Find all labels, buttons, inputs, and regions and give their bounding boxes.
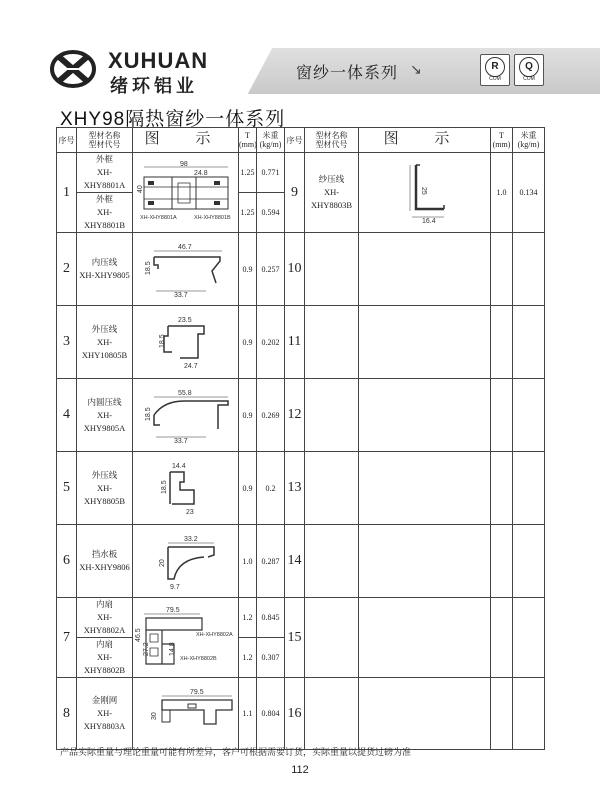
profile-drawing <box>133 452 239 525</box>
row-number: 9 <box>285 153 305 233</box>
col-name-header: 型材名称 型材代号 <box>77 128 133 153</box>
weight: 0.2 <box>257 452 285 525</box>
svg-text:23.5: 23.5 <box>177 317 192 324</box>
svg-text:40: 40 <box>136 184 144 193</box>
thickness: 0.9 <box>239 233 257 306</box>
svg-text:79.5: 79.5 <box>189 688 204 696</box>
weight: 0.287 <box>257 525 285 598</box>
row-number: 10 <box>285 233 305 306</box>
svg-text:XH-XHY8801B: XH-XHY8801B <box>193 214 231 221</box>
weight: 0.771 <box>257 153 285 193</box>
arrow-icon: ↘ <box>410 61 422 77</box>
svg-text:18.5: 18.5 <box>160 480 168 494</box>
svg-text:24.8: 24.8 <box>193 169 208 177</box>
profile-catalog-table <box>56 127 545 750</box>
empty-cell <box>359 379 491 452</box>
svg-text:55.8: 55.8 <box>177 390 192 397</box>
svg-text:33.7: 33.7 <box>173 438 188 445</box>
thickness: 0.9 <box>239 452 257 525</box>
col-no-header-right: 序号 <box>285 128 305 153</box>
svg-text:XH-XHY8801A: XH-XHY8801A <box>139 214 177 221</box>
logo-text-cn: 绪环铝业 <box>110 76 198 96</box>
profile-name: 挡水板 XH-XHY9806 <box>77 525 133 598</box>
col-no-header: 序号 <box>57 128 77 153</box>
svg-text:18.5: 18.5 <box>158 334 166 348</box>
table-header-row <box>57 128 545 153</box>
thickness: 1.2 <box>239 598 257 638</box>
profile-drawing <box>133 525 239 598</box>
empty-cell <box>491 452 513 525</box>
svg-text:XH-XHY8802B: XH-XHY8802B <box>179 655 217 662</box>
svg-text:18.5: 18.5 <box>144 407 152 421</box>
table-row <box>57 233 545 306</box>
svg-text:33.7: 33.7 <box>173 292 188 299</box>
svg-text:23: 23 <box>185 509 194 516</box>
profile-name: 内扇 XH-XHY8802A <box>77 598 133 638</box>
empty-cell <box>305 678 359 750</box>
profile-drawing <box>133 153 239 233</box>
weight: 0.269 <box>257 379 285 452</box>
col-name-header-right: 型材名称 型材代号 <box>305 128 359 153</box>
row-number: 1 <box>57 153 77 233</box>
thickness: 1.0 <box>239 525 257 598</box>
row-number: 11 <box>285 306 305 379</box>
svg-text:27.2: 27.2 <box>142 641 150 656</box>
empty-cell <box>359 525 491 598</box>
empty-cell <box>491 306 513 379</box>
cert-badge-r: R COM <box>480 54 510 86</box>
col-t-header-right: T (mm) <box>491 128 513 153</box>
profile-name: 外框 XH-XHY8801B <box>77 193 133 233</box>
profile-name: 内压线 XH-XHY9805 <box>77 233 133 306</box>
row-number: 7 <box>57 598 77 678</box>
svg-text:30: 30 <box>150 711 158 720</box>
weight: 0.257 <box>257 233 285 306</box>
col-t-header: T (mm) <box>239 128 257 153</box>
weight: 0.845 <box>257 598 285 638</box>
profile-name: 内扇 XH-XHY8802B <box>77 638 133 678</box>
table-row <box>57 678 545 750</box>
logo-text-en: XUHUAN <box>108 48 209 73</box>
weight: 0.134 <box>513 153 545 233</box>
table-row <box>57 452 545 525</box>
row-number: 8 <box>57 678 77 750</box>
profile-name: 外压线 XH-XHY10805B <box>77 306 133 379</box>
empty-cell <box>491 379 513 452</box>
table-row <box>57 525 545 598</box>
profile-name: 金刚网 XH-XHY8803A <box>77 678 133 750</box>
thickness: 0.9 <box>239 379 257 452</box>
col-figure-header: 图 示 <box>133 128 239 153</box>
svg-text:16.4: 16.4 <box>421 217 436 225</box>
row-number: 15 <box>285 598 305 678</box>
weight: 0.594 <box>257 193 285 233</box>
profile-drawing <box>133 379 239 452</box>
profile-drawing <box>133 306 239 379</box>
thickness: 1.1 <box>239 678 257 750</box>
svg-text:25: 25 <box>419 186 427 195</box>
profile-name: 外框 XH-XHY8801A <box>77 153 133 193</box>
empty-cell <box>359 233 491 306</box>
profile-name: 外压线 XH-XHY8805B <box>77 452 133 525</box>
profile-drawing <box>359 153 491 233</box>
thickness: 1.25 <box>239 153 257 193</box>
empty-cell <box>305 306 359 379</box>
svg-text:XH-XHY8802A: XH-XHY8802A <box>195 631 233 638</box>
row-number: 4 <box>57 379 77 452</box>
thickness: 1.0 <box>491 153 513 233</box>
page-title: XHY98隔热窗纱一体系列 <box>60 109 286 130</box>
row-number: 6 <box>57 525 77 598</box>
empty-cell <box>513 233 545 306</box>
series-title: 窗纱一体系列 <box>296 65 399 82</box>
row-number: 2 <box>57 233 77 306</box>
profile-drawing <box>133 678 239 750</box>
empty-cell <box>305 598 359 678</box>
weight: 0.804 <box>257 678 285 750</box>
weight: 0.202 <box>257 306 285 379</box>
empty-cell <box>491 233 513 306</box>
row-number: 5 <box>57 452 77 525</box>
weight: 0.307 <box>257 638 285 678</box>
empty-cell <box>513 306 545 379</box>
page-header <box>0 36 600 108</box>
svg-text:33.2: 33.2 <box>183 536 198 543</box>
svg-text:14.4: 14.4 <box>171 463 186 470</box>
profile-name: 纱压线 XH-XHY8803B <box>305 153 359 233</box>
profile-name: 内圆压线 XH-XHY9805A <box>77 379 133 452</box>
empty-cell <box>305 525 359 598</box>
col-figure-header-right: 图 示 <box>359 128 491 153</box>
svg-text:24.7: 24.7 <box>183 363 198 370</box>
empty-cell <box>491 678 513 750</box>
thickness: 1.25 <box>239 193 257 233</box>
empty-cell <box>513 678 545 750</box>
empty-cell <box>513 598 545 678</box>
profile-drawing <box>133 233 239 306</box>
empty-cell <box>491 525 513 598</box>
svg-text:18.5: 18.5 <box>144 261 152 275</box>
svg-text:9.7: 9.7 <box>169 584 180 591</box>
thickness: 0.9 <box>239 306 257 379</box>
col-weight-header-right: 米重 (kg/m) <box>513 128 545 153</box>
table-row <box>57 379 545 452</box>
empty-cell <box>305 379 359 452</box>
empty-cell <box>359 678 491 750</box>
cert-badge-q: Q COM <box>514 54 544 86</box>
thickness: 1.2 <box>239 638 257 678</box>
empty-cell <box>305 452 359 525</box>
row-number: 12 <box>285 379 305 452</box>
row-number: 13 <box>285 452 305 525</box>
empty-cell <box>513 452 545 525</box>
row-number: 3 <box>57 306 77 379</box>
empty-cell <box>491 598 513 678</box>
table-row <box>57 153 545 193</box>
empty-cell <box>513 525 545 598</box>
empty-cell <box>305 233 359 306</box>
xuhuan-logo-icon <box>50 46 96 92</box>
svg-text:98: 98 <box>179 160 188 168</box>
profile-drawing <box>133 598 239 678</box>
empty-cell <box>359 452 491 525</box>
svg-text:46.5: 46.5 <box>134 627 142 642</box>
svg-text:20: 20 <box>158 559 166 567</box>
footnote: 产品实际重量与理论重量可能有所差异，客户可根据需要订货，实际重量以提货过磅为准 <box>60 747 412 757</box>
svg-text:79.5: 79.5 <box>165 606 180 614</box>
empty-cell <box>359 598 491 678</box>
col-weight-header: 米重 (kg/m) <box>257 128 285 153</box>
table-row <box>57 306 545 379</box>
svg-text:14.8: 14.8 <box>168 641 176 656</box>
table-row <box>57 598 545 638</box>
empty-cell <box>513 379 545 452</box>
svg-text:46.7: 46.7 <box>177 244 192 251</box>
empty-cell <box>359 306 491 379</box>
page-number: 112 <box>291 764 309 776</box>
row-number: 14 <box>285 525 305 598</box>
row-number: 16 <box>285 678 305 750</box>
